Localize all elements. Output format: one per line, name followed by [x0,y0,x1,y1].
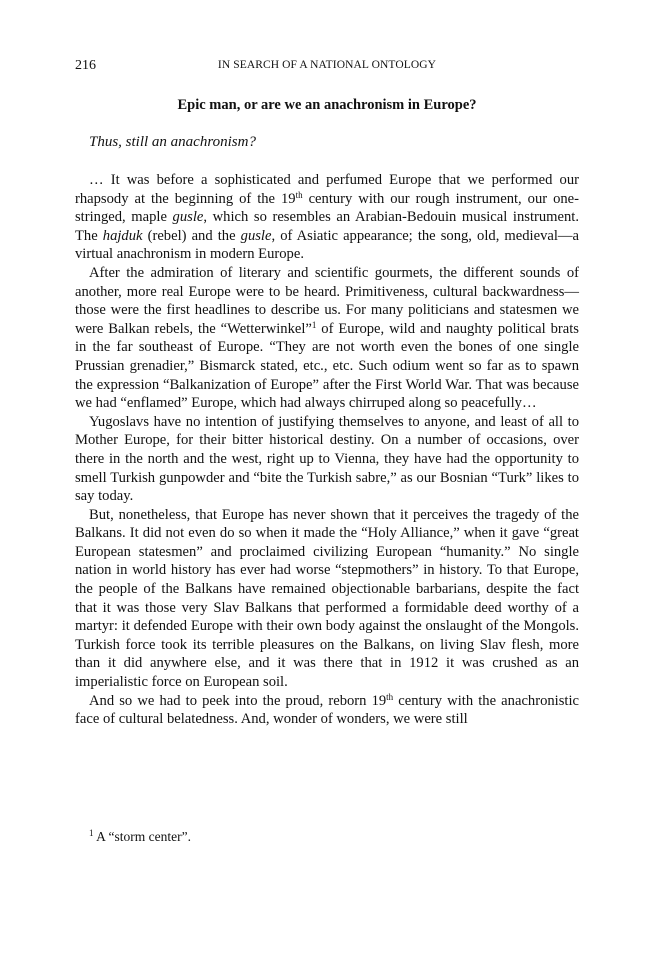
footnote [75,828,579,845]
text-run: century with our rough instrument, our one-stringed, maple [75,190,580,226]
body-text [75,171,579,729]
text-run: , which so resembles an Arabian-Bedouin musical instrument. The [75,209,579,244]
running-head-title: IN SEARCH OF A NATIONAL ONTOLOGY [217,59,437,71]
text-run: Yugoslavs have no intention of justifying themselves to anyone, and least of all to Mother Europe, for their bitter historical destiny. On a number of occasions, over there in the north and the west, right up to Vienna, they have had the opportunity to smell Turkish gunpowder and “bite the Turkish sabre,” as our Bosnian “Turk” likes to say today. [75,413,579,505]
running-head [75,58,579,78]
superscript: th [386,691,394,702]
text-run: And so we had to peek into the proud, reborn 19 [89,692,387,709]
footnotes [75,828,579,845]
text-run: (rebel) and the [142,227,241,244]
text-run: … It was before a sophisticated and perfumed Europe that we performed our rhapsody at the beginning of the 19 [75,172,579,207]
superscript: th [295,189,303,200]
paragraph [75,692,579,729]
text-run: of Europe, wild and naughty political brats in the far southeast of Europe. “They are not worth even the bones of one single Prussian grenadier,” Bismarck stated, etc., etc. Such odium went so far as to spawn the expression “Balkanization of Europe” after the First World War. That was because we had “enflamed” Europe, which had always chirruped along so peacefully… [75,320,579,412]
paragraph [75,413,579,506]
superscript: 1 [311,319,317,330]
footnote-marker: 1 [89,828,94,838]
italic-text: gusle [172,209,204,226]
text-run: After the admiration of literary and scientific gourmets, the different sounds of another, more real Europe were to be heard. Primitiveness, cultural backwardness—those were the first headlines to describe us. For many politicians and statesmen we were Balkan rebels, the “Wetterwinkel” [75,264,579,337]
text-run: , of Asiatic appearance; the song, old, medieval—a virtual anachronism in modern Europe. [75,227,579,263]
section-title: Thus, still an anachronism? [89,134,256,150]
italic-text: gusle [240,227,272,244]
paragraph [75,171,579,264]
text-run: But, nonetheless, that Europe has never shown that it perceives the tragedy of the Balkans. It did not even do so when it made the “Holy Alliance,” when it gave “great European statesmen” and proclaimed civilizing European “humanity.” No single nation in world history has ever had worse “stepmothers” in history. To that Europe, the people of the Balkans have remained objectionable barbarians, despite the fact that it was those very Slav Balkans that performed a formidable deed worthy of a martyr: it defended Europe with their own body against the onslaught of the Mongols. Turkish force took its terrible pleasures on the Balkans, on living Slav flesh, more than it did anywhere else, and it was there that in 1912 it was crushed as an imperialistic force on European soil. [75,506,579,691]
italic-text: hajduk [102,227,143,244]
chapter-title: Epic man, or are we an anachronism in Europe? [177,97,477,113]
page-number: 216 [75,58,96,73]
text-run: century with the anachronistic face of cultural belatedness. And, wonder of wonders, we were still [75,692,579,728]
footnote-text: A “storm center”. [93,829,191,844]
paragraph [75,264,579,413]
page [75,58,579,729]
paragraph [75,506,579,692]
